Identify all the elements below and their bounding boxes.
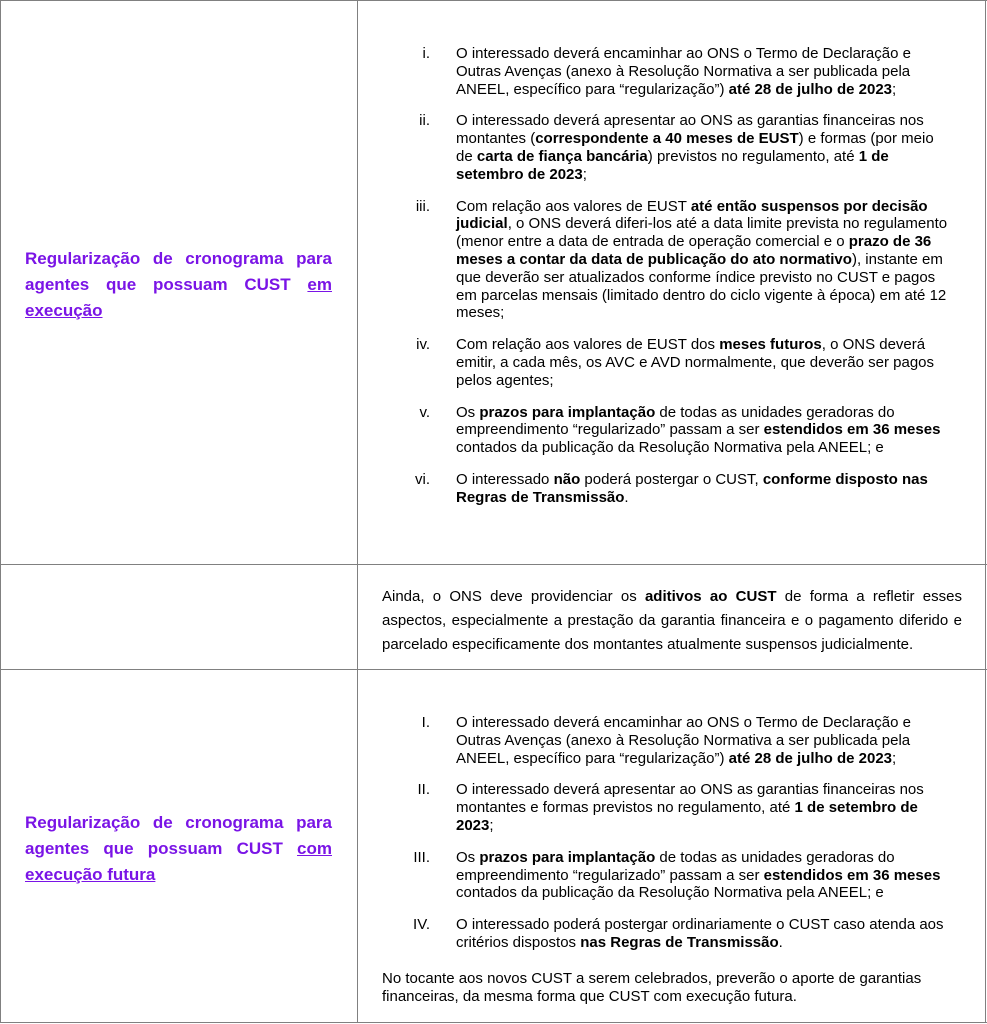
list-item-text [456,404,940,457]
bold-text: até 28 de julho de 2023 [728,749,893,767]
text-run: Ainda, o ONS deve providenciar os [382,588,645,605]
text-run: de todas as unidades geradoras do empreendimento “regularizado” passam a ser [456,403,895,439]
bold-text: 1 de setembro de 2023 [456,147,889,183]
list-item-text [456,714,911,767]
text-run: de todas as unidades geradoras do empreendimento “regularizado” passam a ser [456,848,895,884]
list-item-number: IV. [413,916,430,934]
text-run: , o ONS deverá emitir, a cada mês, os AVC e AVD normalmente, que deverão ser pagos pelos agentes; [456,336,935,389]
list-item-number: iii. [415,197,430,215]
bold-text: meses futuros [719,336,822,354]
bold-text: 1 de setembro de 2023 [456,799,918,834]
list-item-text [456,471,928,506]
text-run: O interessado poderá postergar ordinariamente o CUST caso atenda aos critérios dispostos [456,916,944,951]
text-run: de forma a refletir esses aspectos, especialmente a prestação da garantia financeira e o pagamento diferido e parcelado especificamente dos montantes atualmente suspensos judicialmente. [382,588,962,653]
bold-text: prazo de 36 meses a contar da data de publicação do ato normativo [456,233,932,268]
bold-text: correspondente a 40 meses de EUST [535,130,799,148]
list-item [382,471,952,507]
table-border-top [0,0,987,1]
list-item-text [456,336,934,389]
list-item-number: vi. [415,470,430,488]
list-item-text [456,112,934,182]
text-run: Com relação aos valores de EUST dos [456,336,720,354]
list-item-number: v. [419,403,430,421]
section1-list [382,45,952,507]
table-border-bottom [0,1022,987,1023]
text-run: Com relação aos valores de EUST [456,197,691,215]
text-run: Os [456,403,480,421]
bold-text: até então suspensos por decisão judicial [456,197,928,233]
text-run: O interessado deverá apresentar ao ONS as garantias financeiras nos montantes ( [456,112,924,148]
list-item-number: II. [417,781,430,799]
list-item-number: i. [422,45,430,62]
list-item [382,198,952,323]
bold-text: estendidos em 36 meses [763,421,941,439]
list-item [382,781,952,834]
section1-label [25,246,332,324]
section3-label [25,810,332,888]
text-run: contados da publicação da Resolução Normativa pela ANEEL; e [456,439,884,457]
row-divider-2 [0,669,987,670]
text-run: ; [582,165,587,183]
list-item-number: iv. [416,336,430,354]
list-item-number: I. [421,714,430,731]
section3-label-underlined: com execução futura [25,839,332,884]
text-run: , o ONS deverá diferi-los até a data limite prevista no regulamento (menor entre a data de entrada de operação comercial e o [456,215,948,251]
list-item-text [456,849,940,902]
list-item-number: III. [413,848,430,866]
section3-items [382,714,952,1005]
list-item [382,714,952,767]
bold-text: carta de fiança bancária [476,147,648,165]
list-item [382,45,952,98]
section2-paragraph [382,585,962,657]
bold-text: até 28 de julho de 2023 [728,80,893,98]
text-run: poderá postergar o CUST, [580,470,763,488]
list-item [382,112,952,183]
list-item-text [456,916,944,951]
table-border-left [0,0,1,1023]
text-run: ) e formas (por meio de [456,130,934,165]
bold-text: nas Regras de Transmissão [580,933,779,951]
list-item-text [456,781,924,834]
list-item-text [456,198,947,322]
section1-label-underlined: em execução [25,275,332,320]
list-item [382,336,952,389]
text-run: contados da publicação da Resolução Normativa pela ANEEL; e [456,884,884,902]
bold-text: conforme disposto nas Regras de Transmissão [456,470,928,506]
list-item-text [456,45,911,98]
text-run: Os [456,848,480,866]
bold-text: prazos para implantação [479,848,656,866]
bold-text: aditivos ao CUST [644,588,777,605]
bold-text: não [553,470,581,488]
section1-items [382,45,952,507]
section3-list [382,714,952,952]
text-run: ), instante em que deverão ser atualizados conforme índice previsto no CUST e pagos em parcelas mensais (limitado dentro do ciclo vigente à época) em até 12 meses; [456,250,947,322]
text-run: . [624,488,629,506]
bold-text: prazos para implantação [479,403,656,421]
section3-label-text: Regularização de cronograma para agentes que possuam CUST [25,813,332,858]
bold-text: estendidos em 36 meses [763,866,941,884]
text-run: ; [892,80,897,98]
text-run: O interessado deverá encaminhar ao ONS o Termo de Declaração e Outras Avenças (anexo à Resolução Normativa a ser publicada pela ANEEL, específico para “regularização”) [456,714,911,767]
text-run: ; [489,816,494,834]
text-run: O interessado [456,470,554,488]
list-item-number: ii. [419,112,430,130]
text-run: O interessado deverá encaminhar ao ONS o Termo de Declaração e Outras Avenças (anexo à Resolução Normativa a ser publicada pela ANEEL, específico para “regularização”) [456,45,911,98]
text-run: . [778,933,783,951]
text-run: ) previstos no regulamento, até [647,147,859,165]
text-run: ; [892,749,897,767]
section3-footer: No tocante aos novos CUST a serem celebrados, preverão o aporte de garantias financeiras, da mesma forma que CUST com execução futura. [382,969,922,1005]
text-run: O interessado deverá apresentar ao ONS as garantias financeiras nos montantes e formas previstos no regulamento, até [456,781,924,817]
list-item [382,849,952,902]
column-divider [357,0,358,1023]
list-item [382,916,952,952]
list-item [382,404,952,457]
section1-label-text: Regularização de cronograma para agentes que possuam CUST [25,249,332,294]
table-border-right [985,0,986,1023]
row-divider-1 [0,564,987,565]
